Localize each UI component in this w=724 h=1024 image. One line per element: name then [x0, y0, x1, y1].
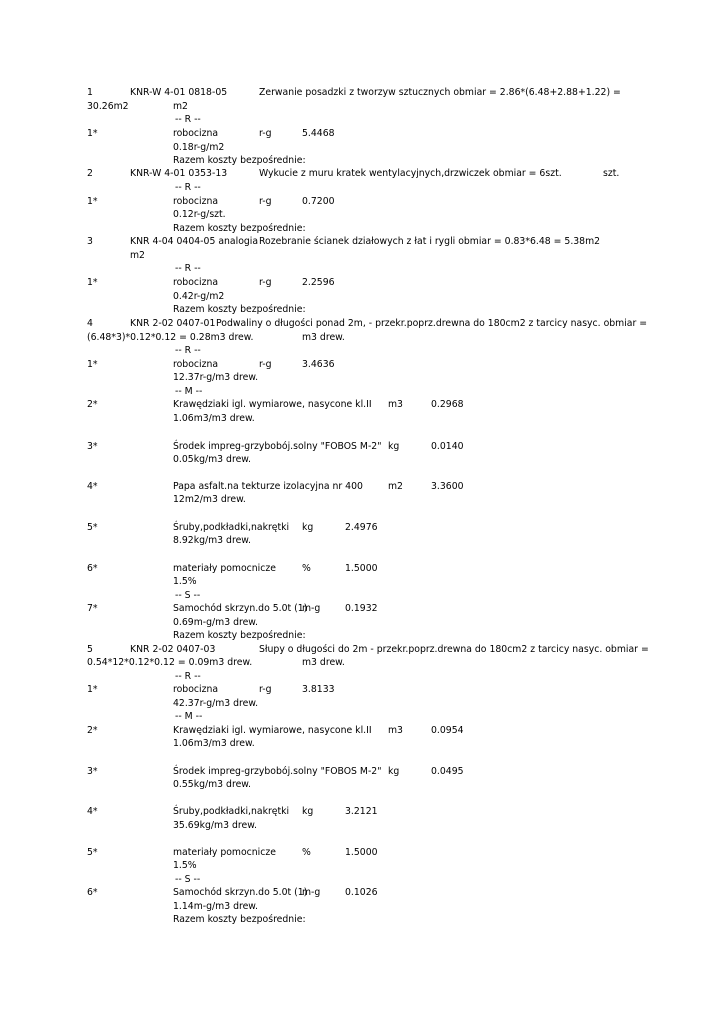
- resource-index: 2*: [87, 725, 98, 736]
- resource-name: Samochód skrzyn.do 5.0t (1): [173, 887, 308, 898]
- resource-index: 1*: [87, 359, 98, 370]
- resource-index: 3*: [87, 766, 98, 777]
- resource-value: 1.5000: [345, 563, 378, 574]
- resource-value: 2.4976: [345, 522, 378, 533]
- resource-value: 3.2121: [345, 806, 378, 817]
- item-number: 3: [87, 236, 93, 247]
- resource-name: robocizna: [173, 359, 219, 370]
- resource-unit: m3: [388, 399, 403, 410]
- resource-value: 0.0495: [431, 766, 464, 777]
- resource-unit: kg: [388, 441, 400, 452]
- resource-value: 0.1026: [345, 887, 378, 898]
- resource-name: robocizna: [173, 277, 219, 288]
- item-unit: m2: [130, 250, 145, 261]
- resource-index: 1*: [87, 684, 98, 695]
- direct-costs-total-label: Razem koszty bezpośrednie:: [173, 630, 306, 641]
- resource-value: 2.2596: [302, 277, 335, 288]
- item-code: KNR 2-02 0407-03: [130, 644, 216, 655]
- resource-norm: 1.5%: [173, 576, 197, 587]
- resource-norm: 42.37r-g/m3 drew.: [173, 698, 259, 709]
- item-quantity: 30.26m2: [87, 101, 129, 112]
- resource-value: 0.7200: [302, 196, 335, 207]
- section-header-equipment: -- S --: [175, 874, 201, 885]
- resource-unit: %: [302, 563, 311, 574]
- item-code: KNR-W 4-01 0818-05: [130, 87, 228, 98]
- resource-value: 0.0954: [431, 725, 464, 736]
- resource-name: Środek impreg-grzybobój.solny "FOBOS M-2": [173, 766, 382, 777]
- item-number: 5: [87, 644, 93, 655]
- resource-unit: m2: [388, 481, 403, 492]
- resource-name: materiały pomocnicze: [173, 563, 276, 574]
- resource-index: 2*: [87, 399, 98, 410]
- resource-index: 6*: [87, 563, 98, 574]
- section-header-labor: -- R --: [175, 345, 201, 356]
- section-header-labor: -- R --: [175, 114, 201, 125]
- resource-name: robocizna: [173, 684, 219, 695]
- section-header-materials: -- M --: [175, 711, 203, 722]
- resource-norm: 0.42r-g/m2: [173, 291, 225, 302]
- resource-norm: 8.92kg/m3 drew.: [173, 535, 251, 546]
- resource-value: 0.0140: [431, 441, 464, 452]
- resource-value: 0.1932: [345, 603, 378, 614]
- resource-index: 5*: [87, 847, 98, 858]
- resource-unit: r-g: [259, 277, 272, 288]
- item-quantity: (6.48*3)*0.12*0.12 = 0.28m3 drew.: [87, 332, 254, 343]
- item-description: Podwaliny o długości ponad 2m, - przekr.poprz.drewna do 180cm2 z tarcicy nasyc. obmiar =: [216, 318, 648, 329]
- resource-norm: 0.05kg/m3 drew.: [173, 454, 251, 465]
- resource-norm: 0.12r-g/szt.: [173, 209, 226, 220]
- resource-name: Samochód skrzyn.do 5.0t (1): [173, 603, 308, 614]
- resource-name: Śruby,podkładki,nakrętki: [173, 522, 290, 533]
- item-quantity: 0.54*12*0.12*0.12 = 0.09m3 drew.: [87, 657, 253, 668]
- resource-index: 4*: [87, 481, 98, 492]
- resource-name: Papa asfalt.na tekturze izolacyjna nr 400: [173, 481, 363, 492]
- direct-costs-total-label: Razem koszty bezpośrednie:: [173, 155, 306, 166]
- resource-index: 1*: [87, 128, 98, 139]
- resource-name: Środek impreg-grzybobój.solny "FOBOS M-2": [173, 441, 382, 452]
- resource-index: 1*: [87, 277, 98, 288]
- section-header-materials: -- M --: [175, 386, 203, 397]
- resource-unit: m-g: [302, 603, 321, 614]
- direct-costs-total-label: Razem koszty bezpośrednie:: [173, 304, 306, 315]
- item-description: Słupy o długości do 2m - przekr.poprz.drewna do 180cm2 z tarcicy nasyc. obmiar =: [259, 644, 649, 655]
- resource-norm: 0.69m-g/m3 drew.: [173, 617, 259, 628]
- item-unit: m2: [173, 101, 188, 112]
- item-description: Zerwanie posadzki z tworzyw sztucznych obmiar = 2.86*(6.48+2.88+1.22) =: [259, 87, 621, 98]
- resource-norm: 12m2/m3 drew.: [173, 494, 246, 505]
- section-header-labor: -- R --: [175, 263, 201, 274]
- item-code: KNR 4-04 0404-05 analogia: [130, 236, 259, 247]
- resource-index: 3*: [87, 441, 98, 452]
- resource-norm: 1.14m-g/m3 drew.: [173, 901, 259, 912]
- resource-unit: kg: [388, 766, 400, 777]
- resource-index: 1*: [87, 196, 98, 207]
- resource-index: 7*: [87, 603, 98, 614]
- resource-norm: 1.06m3/m3 drew.: [173, 738, 255, 749]
- resource-value: 3.3600: [431, 481, 464, 492]
- resource-name: robocizna: [173, 128, 219, 139]
- resource-unit: r-g: [259, 359, 272, 370]
- section-header-labor: -- R --: [175, 671, 201, 682]
- item-unit: m3 drew.: [302, 657, 345, 668]
- section-header-equipment: -- S --: [175, 590, 201, 601]
- item-description: Wykucie z muru kratek wentylacyjnych,drzwiczek obmiar = 6szt.: [259, 168, 562, 179]
- resource-unit: r-g: [259, 128, 272, 139]
- resource-name: robocizna: [173, 196, 219, 207]
- item-description: Rozebranie ścianek działowych z łat i rygli obmiar = 0.83*6.48 = 5.38m2: [259, 236, 601, 247]
- direct-costs-total-label: Razem koszty bezpośrednie:: [173, 914, 306, 925]
- resource-value: 1.5000: [345, 847, 378, 858]
- resource-name: Krawędziaki igl. wymiarowe, nasycone kl.II: [173, 725, 372, 736]
- section-header-labor: -- R --: [175, 182, 201, 193]
- resource-value: 3.8133: [302, 684, 335, 695]
- item-number: 4: [87, 318, 93, 329]
- resource-norm: 35.69kg/m3 drew.: [173, 820, 257, 831]
- resource-name: materiały pomocnicze: [173, 847, 276, 858]
- resource-norm: 0.55kg/m3 drew.: [173, 779, 251, 790]
- direct-costs-total-label: Razem koszty bezpośrednie:: [173, 223, 306, 234]
- resource-norm: 1.5%: [173, 860, 197, 871]
- resource-name: Śruby,podkładki,nakrętki: [173, 806, 290, 817]
- item-code: KNR 2-02 0407-01: [130, 318, 216, 329]
- resource-value: 3.4636: [302, 359, 335, 370]
- item-number: 2: [87, 168, 93, 179]
- item-unit: m3 drew.: [302, 332, 345, 343]
- resource-value: 0.2968: [431, 399, 464, 410]
- resource-unit: kg: [302, 522, 314, 533]
- resource-norm: 1.06m3/m3 drew.: [173, 413, 255, 424]
- resource-unit: kg: [302, 806, 314, 817]
- item-unit: szt.: [603, 168, 620, 179]
- resource-unit: r-g: [259, 196, 272, 207]
- resource-norm: 12.37r-g/m3 drew.: [173, 372, 259, 383]
- resource-name: Krawędziaki igl. wymiarowe, nasycone kl.II: [173, 399, 372, 410]
- resource-unit: %: [302, 847, 311, 858]
- item-code: KNR-W 4-01 0353-13: [130, 168, 228, 179]
- resource-index: 5*: [87, 522, 98, 533]
- item-number: 1: [87, 87, 93, 98]
- resource-index: 4*: [87, 806, 98, 817]
- resource-unit: m3: [388, 725, 403, 736]
- resource-norm: 0.18r-g/m2: [173, 142, 225, 153]
- resource-value: 5.4468: [302, 128, 335, 139]
- resource-unit: r-g: [259, 684, 272, 695]
- resource-index: 6*: [87, 887, 98, 898]
- resource-unit: m-g: [302, 887, 321, 898]
